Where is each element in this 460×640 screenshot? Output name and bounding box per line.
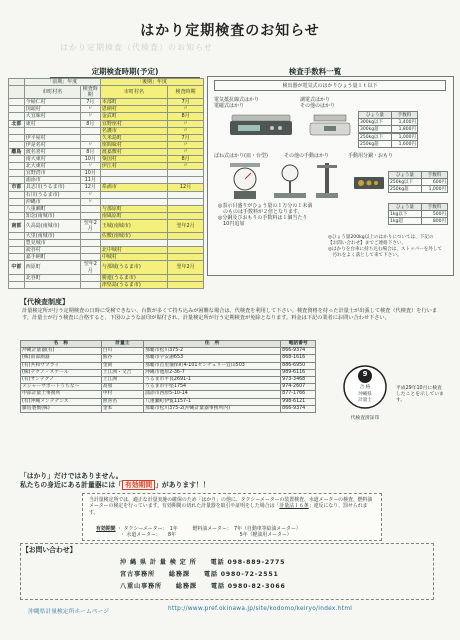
period-left-cell: 〃 xyxy=(80,163,100,170)
period-left-cell: 翌年2月 xyxy=(80,261,100,274)
period-left-cell xyxy=(80,281,100,288)
schedule-row xyxy=(9,247,204,254)
digital-scale-icon xyxy=(228,111,294,137)
fee-heading: 検査手数料一覧 xyxy=(250,66,380,78)
city-left-cell: 浦添市 xyxy=(24,177,80,184)
period-right-cell xyxy=(168,233,204,240)
seal-number: 9 xyxy=(362,370,368,378)
period-right-cell: 8月 xyxy=(168,113,204,120)
agency-row xyxy=(21,355,316,362)
area-cell xyxy=(9,99,25,106)
period-right-cell: 7月 xyxy=(168,134,204,141)
column-scale-icon xyxy=(314,161,340,201)
area-cell xyxy=(9,191,25,198)
schedule-row xyxy=(9,127,204,134)
schedule-row xyxy=(9,233,204,240)
city-right-cell xyxy=(100,191,167,198)
address-cell: 浦添市西原5-10-14 xyxy=(144,391,281,398)
city-left-cell: 豊見城市 xyxy=(24,240,80,247)
city-left-cell: 石川(うるま市) xyxy=(24,191,80,198)
schedule-row xyxy=(9,148,204,155)
city-right-cell: 玉城(南城市) xyxy=(100,219,167,232)
area-cell: 中部 xyxy=(9,261,25,274)
city-left-cell: 大宜味村 xyxy=(24,113,80,120)
col-phone: 電話番号 xyxy=(281,341,316,348)
area-cell xyxy=(9,233,25,240)
period-left-cell xyxy=(80,134,100,141)
city-right-cell: 名護市 xyxy=(100,127,167,134)
agency-row xyxy=(21,391,316,398)
schedule-table xyxy=(8,78,204,289)
validity-line: ・ タクシーメーター： 1年 燃料油メーター： 7年（自動車等給油メーター） xyxy=(117,526,301,532)
period-left-cell: 〃 xyxy=(80,141,100,148)
law-reference: 計量法１６条 xyxy=(279,503,309,510)
spring-scale-caption: ばね式はかり(皿・台型) xyxy=(214,153,268,159)
period-head-left: 検査時期 xyxy=(80,86,100,99)
col-address: 住 所 xyxy=(144,341,281,348)
contact-yaeyama: 八重山事務所 総務課 電話 0980-82-3066 xyxy=(120,583,286,590)
company-cell: (有)共和サプライ xyxy=(21,362,102,369)
period-left-cell: 〃 xyxy=(80,191,100,198)
area-cell xyxy=(9,240,25,247)
schedule-row xyxy=(9,240,204,247)
agency-row xyxy=(21,369,316,376)
measurer-cell: 金岡 xyxy=(101,362,143,369)
schedule-row xyxy=(9,99,204,106)
address-cell: うるま市平良2691-1 xyxy=(144,377,281,384)
city-right-cell xyxy=(100,198,167,205)
city-left-cell: 北大東村 xyxy=(24,163,80,170)
period-right-cell: 12月 xyxy=(168,184,204,191)
area-cell xyxy=(9,106,25,113)
capacity-cell: 250kg超 xyxy=(389,186,422,193)
homepage-label: 沖縄県計量検定所ホームページ xyxy=(28,609,110,615)
agency-row xyxy=(21,398,316,405)
city-right-cell xyxy=(100,177,167,184)
other-scale-caption: その他の手動はかり xyxy=(284,153,330,159)
city-right-cell: 座間味村 xyxy=(100,141,167,148)
period-left-cell: 10月 xyxy=(80,156,100,163)
schedule-row xyxy=(9,113,204,120)
period-left-cell xyxy=(80,274,100,281)
area-cell: 離島 xyxy=(9,148,25,155)
area-cell xyxy=(9,141,25,148)
area-cell xyxy=(9,205,25,212)
measurer-cell: 白川 xyxy=(101,348,143,355)
agency-paragraph: 計量検定所が行う定期検査の日時に受検できない、台数が多くて持ち込みが困難な場合は、代検査を利用して下さい。検査資格を持った計量士が出張して検査（代検査）を行います。計量士が行う検査に合格すると、下図のような証印が貼付され、計量検定所が行う定期検査が免除となります。料金は下記の業者にお問い合わせ下さい。 xyxy=(22,308,438,321)
schedule-row xyxy=(9,120,204,127)
warning-line-2-pre: 私たちの身近にある計量器には「 xyxy=(20,481,122,489)
city-left-cell: 国頭村 xyxy=(24,106,80,113)
area-cell xyxy=(9,177,25,184)
schedule-row xyxy=(9,205,204,212)
weights-icon xyxy=(352,171,386,191)
warning-box-text: 当計量検定所では、適正な計量実施の確保のため「はかり」の他に、タクシーメーターの装置検査、水道メーターの検査、燃料油メーターの検定を行っています。有効期間の切れた計量器を取引や証明をした場合は「 xyxy=(89,497,373,510)
seal-bottom-text-2: 計量士 xyxy=(358,398,372,403)
schedule-row xyxy=(9,198,204,205)
fee-table-tuning xyxy=(358,133,418,148)
validity-periods xyxy=(96,526,301,538)
contact-heading: 【お問い合わせ】 xyxy=(22,546,77,554)
area-cell: 市部 xyxy=(9,184,25,191)
col-measurer: 計量士 xyxy=(101,341,143,348)
period-left-cell xyxy=(80,240,100,247)
balance-scale-icon xyxy=(308,111,352,137)
measurer-cell: 中村 xyxy=(101,391,143,398)
period-right-cell: 翌年2月 xyxy=(168,261,204,274)
agency-table xyxy=(20,340,316,413)
phone-cell: 998-6121 xyxy=(281,398,316,405)
period-right-cell: 〃 xyxy=(168,120,204,127)
area-cell xyxy=(9,113,25,120)
city-left-cell: 北谷町 xyxy=(24,274,80,281)
agency-row xyxy=(21,377,316,384)
city-left-cell: 伊是名村 xyxy=(24,141,80,148)
period-right-cell xyxy=(168,254,204,261)
schedule-row xyxy=(9,191,204,198)
address-cell: 八重瀬町伊覧1157-1 xyxy=(144,398,281,405)
city-left-cell: 沖縄市 xyxy=(24,198,80,205)
period-left-cell xyxy=(80,233,100,240)
city-left-cell: 東村 xyxy=(24,120,80,127)
capacity-cell: 1kg以下 xyxy=(389,211,422,218)
schedule-row xyxy=(9,261,204,274)
fee-note: ◎分銅及びおもりの手数料は１個当たり xyxy=(218,215,308,221)
agency-row xyxy=(21,384,316,391)
fee-cell: 1,000円 xyxy=(422,186,448,193)
warning-line-1: 「はかり」だけではありません。 xyxy=(20,472,123,480)
company-cell: 藤島製衡(株) xyxy=(21,405,102,412)
contact-main: 沖 縄 県 計 量 検 定 所 電話 098-889-2775 xyxy=(120,559,286,566)
period-right-cell xyxy=(168,247,204,254)
period-left-cell: 7月 xyxy=(80,99,100,106)
schedule-row xyxy=(9,212,204,219)
area-cell: 北部 xyxy=(9,120,25,127)
city-right-cell: 与那原町 xyxy=(100,205,167,212)
measurer-cell: 照喜名 xyxy=(101,398,143,405)
capacity-head: ひょう量 xyxy=(389,204,422,211)
schedule-row xyxy=(9,177,204,184)
city-left-cell: 知念(南城市) xyxy=(24,212,80,219)
schedule-row xyxy=(9,170,204,177)
city-right-cell xyxy=(100,240,167,247)
warning-box-text-end: 」違反になり、罰せられます。 xyxy=(89,503,368,516)
page-title: はかり定期検査のお知らせ xyxy=(140,23,320,39)
period-left-cell: 11月 xyxy=(80,177,100,184)
agency-rows xyxy=(21,348,316,413)
city-right-cell: 南風原町 xyxy=(100,212,167,219)
city-right-cell: 佐敷(南城市) xyxy=(100,233,167,240)
fee-cell: 1,600円 xyxy=(392,141,418,148)
period-left-cell xyxy=(80,247,100,254)
city-left-cell: 八重瀬町 xyxy=(24,205,80,212)
fee-note-list xyxy=(218,203,358,227)
city-right-cell: 中城村 xyxy=(100,254,167,261)
capacity-cell: 300kg超 xyxy=(359,126,392,133)
city-right-cell: 宜野座村 xyxy=(100,120,167,127)
area-cell xyxy=(9,156,25,163)
city-right-cell: 伊江村 xyxy=(100,163,167,170)
fee-cell: 500円 xyxy=(422,211,448,218)
city-right-cell: 北中城村 xyxy=(100,247,167,254)
period-left-cell: 8月 xyxy=(80,120,100,127)
city-right-cell: 勝連(うるま市) xyxy=(100,274,167,281)
city-left-cell: 南大東村 xyxy=(24,156,80,163)
period-right-cell xyxy=(168,191,204,198)
area-cell xyxy=(9,281,25,288)
agency-row xyxy=(21,348,316,355)
city-right-cell: 久米島町 xyxy=(100,134,167,141)
area-cell: 南部 xyxy=(9,219,25,232)
address-cell: 那覇市松川375-2 xyxy=(144,348,281,355)
company-cell: メジャーサポートうちな〜 xyxy=(21,384,102,391)
schedule-row xyxy=(9,141,204,148)
electric-scale-caption: 電気抵抗線式はかり 電磁式はかり xyxy=(214,97,260,109)
company-cell: (有)沖縄メンテナンス xyxy=(21,398,102,405)
period-right-cell: 7月 xyxy=(168,99,204,106)
fee-head: 手数料 xyxy=(392,112,418,119)
phone-cell: 868-1616 xyxy=(281,355,316,362)
city-left-cell: 具志川(うるま市) xyxy=(24,184,80,191)
area-head xyxy=(9,79,25,86)
measurer-cell: 上江洲 xyxy=(101,377,143,384)
platform-scale-icon xyxy=(270,161,310,201)
fee-intro: 検出器が電気式のはかりひょう量１ｔ以下 xyxy=(214,80,446,91)
area-subhead xyxy=(9,86,25,99)
period-left-cell: 〃 xyxy=(80,106,100,113)
agency-row xyxy=(21,362,316,369)
address-cell: うるま市宇堅1754 xyxy=(144,384,281,391)
period-left-cell xyxy=(80,254,100,261)
company-cell: 沖縄計量器(有) xyxy=(21,348,102,355)
phone-cell: 886-6950 xyxy=(281,362,316,369)
period-right-cell: 8月 xyxy=(168,156,204,163)
schedule-heading: 定期検査時期(予定) xyxy=(50,66,200,78)
city-head-left: 市町村名 xyxy=(24,86,80,99)
city-left-cell xyxy=(24,281,80,288)
fee-head: 手数料 xyxy=(422,172,448,179)
schedule-row xyxy=(9,274,204,281)
show-through-text: はかり定期検査（代検査）のお知らせ xyxy=(60,43,213,52)
tuning-scale-caption: 調電式はかり その他のはかり xyxy=(300,97,336,109)
fee-cell: 800円 xyxy=(422,218,448,225)
schedule-row xyxy=(9,219,204,232)
measurer-cell: 上江洲・又吉 xyxy=(101,369,143,376)
company-cell: (株)テクノ・スケール xyxy=(21,369,102,376)
phone-cell: 866-9374 xyxy=(281,405,316,412)
area-cell xyxy=(9,134,25,141)
city-head-right: 市町村名 xyxy=(100,86,167,99)
homepage-link[interactable]: http://www.pref.okinawa.jp/site/kodomo/keiryo/index.html xyxy=(168,606,353,612)
area-cell xyxy=(9,170,25,177)
city-right-cell: 津堅島(うるま市) xyxy=(100,281,167,288)
contact-miyako: 宮古事務所 総務課 電話 0980-72-2551 xyxy=(120,571,279,578)
fee-cell: 1,800円 xyxy=(392,126,418,133)
measurer-cell: 高嶺 xyxy=(101,384,143,391)
schedule-row xyxy=(9,163,204,170)
phone-cell: 973-3468 xyxy=(281,377,316,384)
period-left-cell: 12月 xyxy=(80,184,100,191)
city-right-cell: 糸満市 xyxy=(100,184,167,191)
validity-line: ・ 水道メーター： 8年 5年（軽油用メーター） xyxy=(120,532,292,539)
area-cell xyxy=(9,163,25,170)
city-right-cell: 恩納村 xyxy=(100,106,167,113)
agency-row xyxy=(21,405,316,412)
period-right-cell: 〃 xyxy=(168,163,204,170)
city-left-cell: 西原町 xyxy=(24,261,80,274)
city-left-cell: 宜野湾市 xyxy=(24,170,80,177)
fee-table-weights xyxy=(388,203,448,225)
company-cell: 中部計量士事務所 xyxy=(21,391,102,398)
fee-note: のものは手数料が２倍となります。 xyxy=(218,209,303,215)
validity-title: 有効期間 xyxy=(96,526,116,532)
period-right-cell xyxy=(168,212,204,219)
area-cell xyxy=(9,254,25,261)
fee-cell: 1,400円 xyxy=(392,119,418,126)
period-right-cell xyxy=(168,170,204,177)
period-right-cell: 翌年2月 xyxy=(168,219,204,232)
area-cell xyxy=(9,198,25,205)
schedule-row xyxy=(9,254,204,261)
capacity-head: ひょう量 xyxy=(359,112,392,119)
city-right-cell: 粟国村 xyxy=(100,156,167,163)
period-right-cell xyxy=(168,205,204,212)
capacity-head: ひょう量 xyxy=(389,172,422,179)
period-right-cell: 〃 xyxy=(168,106,204,113)
spring-scale-icon xyxy=(226,161,266,201)
period-right-cell: 〃 xyxy=(168,141,204,148)
period-left-cell: 〃 xyxy=(80,198,100,205)
capacity-cell: 1kg超 xyxy=(389,218,422,225)
city-right-cell: 金武町 xyxy=(100,113,167,120)
schedule-row xyxy=(9,156,204,163)
agency-heading: 【代検査制度】 xyxy=(20,298,69,306)
schedule-row xyxy=(9,184,204,191)
area-cell xyxy=(9,274,25,281)
period-head-right: 検査時期 xyxy=(168,86,204,99)
phone-cell: 989-6116 xyxy=(281,369,316,376)
company-cell: (有)サンテクノ xyxy=(21,377,102,384)
period-right-cell xyxy=(168,240,204,247)
address-cell: 那覇市松川375-2(沖縄計量器事務所内) xyxy=(144,405,281,412)
city-left-cell: 伊平屋村 xyxy=(24,134,80,141)
seal-caption: 代検査済証印 xyxy=(350,416,380,421)
period-left-cell: 10月 xyxy=(80,170,100,177)
fee-note: ◎表示目盛りがひょう量の１万分の１未満 xyxy=(218,203,313,209)
area-cell xyxy=(9,212,25,219)
address-cell: 那覇市字安謝653 xyxy=(144,355,281,362)
warning-line-2-post: 」があります！！ xyxy=(155,481,210,489)
period-left-cell: 翌年2月 xyxy=(80,219,100,232)
fee-note-right: ◎ひょう量200kg以上のはかりについては、下記の 【お問い合わせ】までご連絡下さい。 ◎はかりを台車に持ち込む場合は、ストッパーを外して 汚れをよく落として来て下さい。 xyxy=(328,235,443,258)
address-cell: 沖縄市池原2-36-7 xyxy=(144,369,281,376)
fee-cell: 1,000円 xyxy=(392,134,418,141)
capacity-cell: 250kg以下 xyxy=(389,179,422,186)
period-right-cell xyxy=(168,274,204,281)
address-cell: 那覇市首里儀保町4-101センチュリー宜山503 xyxy=(144,362,281,369)
period-right-cell: 〃 xyxy=(168,127,204,134)
seal-note: 平成29年10月に検査 したことを示しています。 xyxy=(396,386,444,403)
phone-cell: 877-1766 xyxy=(281,391,316,398)
period-left-cell xyxy=(80,205,100,212)
capacity-cell: 300kg以下 xyxy=(359,119,392,126)
capacity-cell: 250kg以下 xyxy=(359,134,392,141)
period-right-cell xyxy=(168,198,204,205)
city-left-cell: 今帰仁村 xyxy=(24,99,80,106)
city-left-cell: 嘉手納町 xyxy=(24,254,80,261)
year-left-head: 「前期」年度 xyxy=(24,79,100,86)
fee-note: 10円追加 xyxy=(218,221,245,227)
area-cell xyxy=(9,247,25,254)
weight-caption: 手動用分銅・おもり xyxy=(348,153,394,159)
period-left-cell: 〃 xyxy=(80,113,100,120)
city-right-cell: 本部町 xyxy=(100,99,167,106)
fee-table-electric xyxy=(358,111,418,133)
seal-top-text: 合 格 xyxy=(359,385,371,390)
phone-cell: 866-9374 xyxy=(281,348,316,355)
fee-table-manual xyxy=(388,171,448,193)
city-left-cell: 読谷村 xyxy=(24,247,80,254)
period-right-cell: 〃 xyxy=(168,148,204,155)
period-right-cell xyxy=(168,177,204,184)
city-right-cell xyxy=(100,170,167,177)
period-left-cell: 8月 xyxy=(80,148,100,155)
schedule-rows xyxy=(9,99,204,289)
area-cell xyxy=(9,127,25,134)
city-right-cell: 渡嘉敷村 xyxy=(100,148,167,155)
city-left-cell xyxy=(24,127,80,134)
city-left-cell: 大里(南城市) xyxy=(24,233,80,240)
schedule-row xyxy=(9,281,204,288)
city-left-cell: 久高島(南城市) xyxy=(24,219,80,232)
year-right-head: 「後期」年度 xyxy=(100,79,203,86)
validity-period-mark: 有効期間 xyxy=(122,480,155,490)
fee-panel xyxy=(207,76,454,276)
city-left-cell: 渡名喜村 xyxy=(24,148,80,155)
company-cell: (株)南部測器 xyxy=(21,355,102,362)
col-name: 名 称 xyxy=(21,341,102,348)
warning-line-2 xyxy=(20,479,210,489)
city-right-cell: 与那城(うるま市) xyxy=(100,261,167,274)
capacity-cell: 250kg超 xyxy=(359,141,392,148)
measurer-cell: 熊谷 xyxy=(101,355,143,362)
period-left-cell xyxy=(80,127,100,134)
fee-head: 手数料 xyxy=(422,204,448,211)
period-right-cell xyxy=(168,281,204,288)
schedule-row xyxy=(9,106,204,113)
measurer-cell: 金本 xyxy=(101,405,143,412)
period-left-cell xyxy=(80,212,100,219)
schedule-row xyxy=(9,134,204,141)
seal-bottom-text: 沖縄県 xyxy=(358,392,372,397)
phone-cell: 974-2607 xyxy=(281,384,316,391)
fee-cell: 600円 xyxy=(422,179,448,186)
